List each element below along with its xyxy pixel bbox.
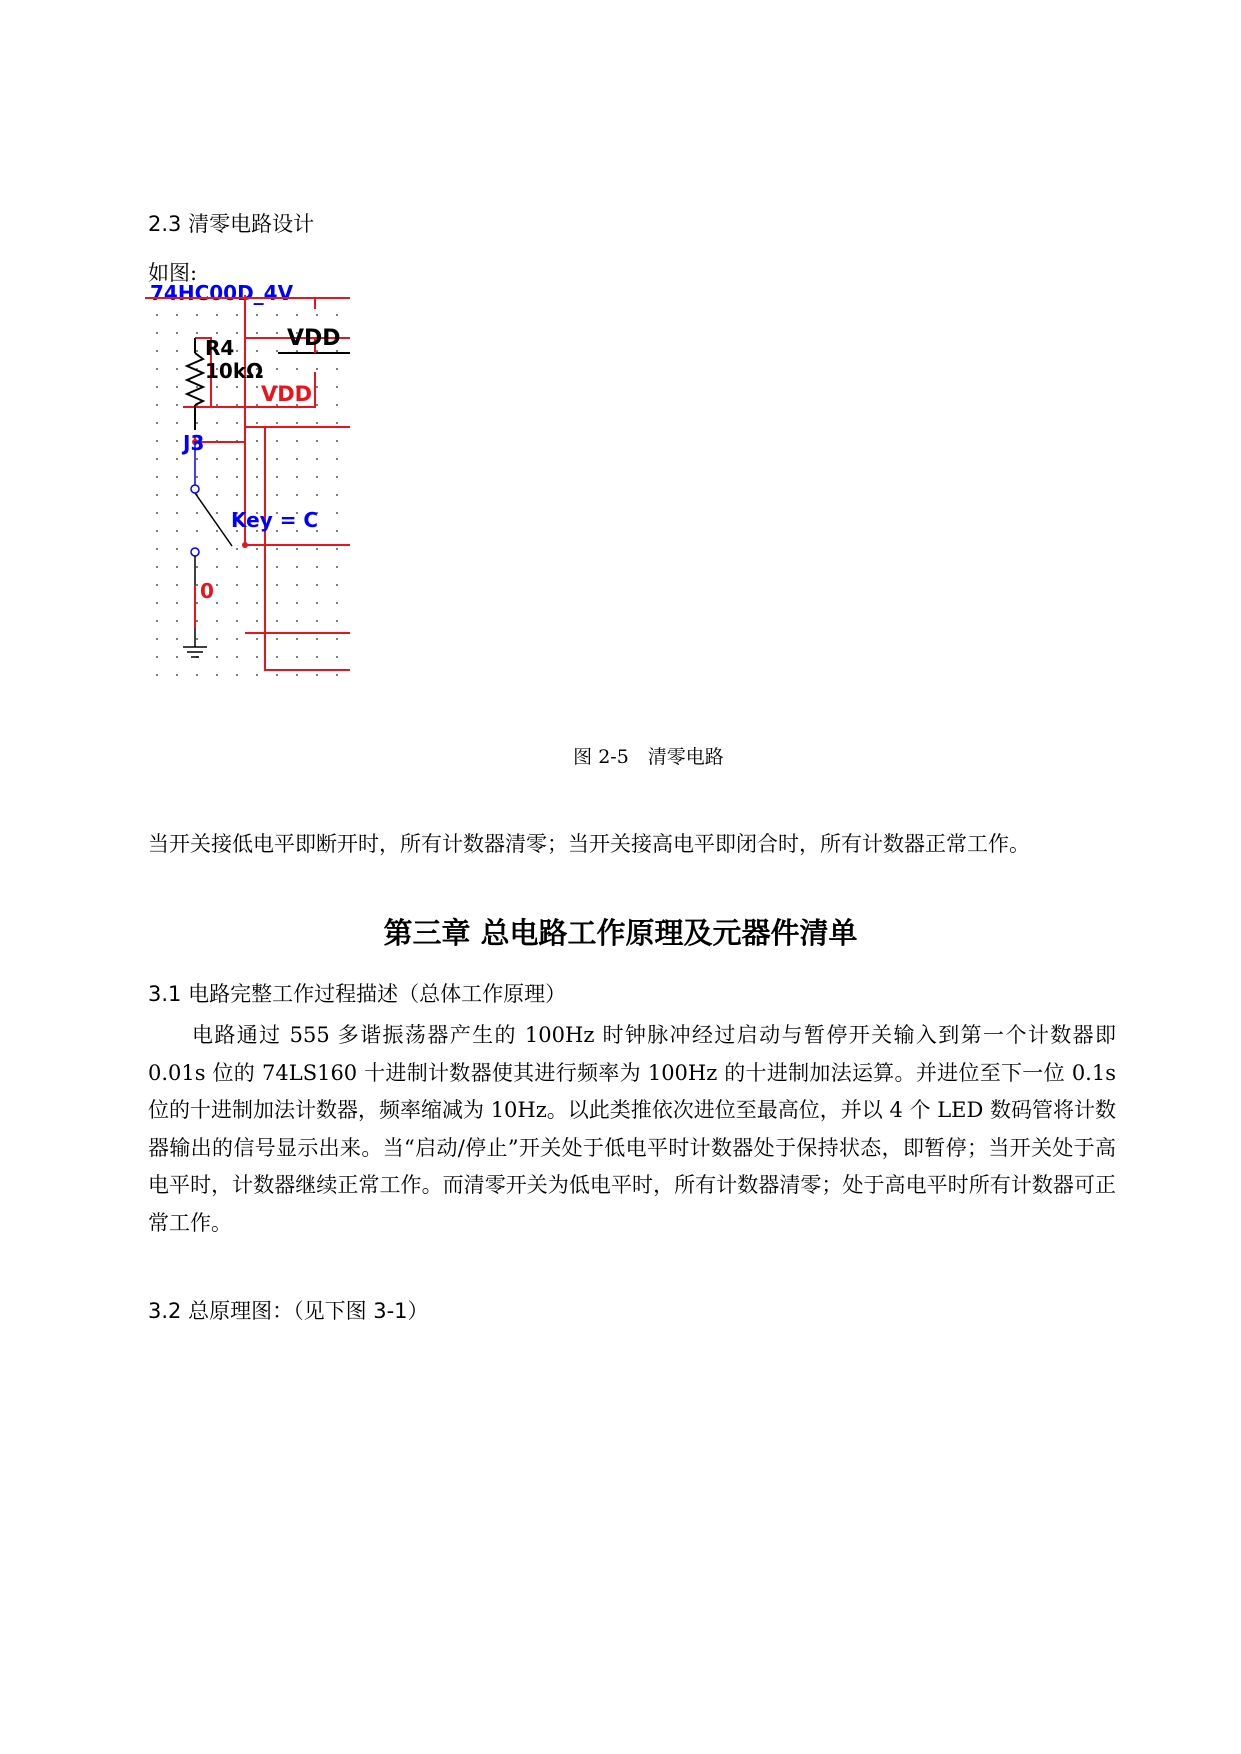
node-zero-label: 0	[200, 579, 214, 603]
section-3-1-paragraph: 电路通过 555 多谐振荡器产生的 100Hz 时钟脉冲经过启动与暂停开关输入到第一个计数器即 0.01s 位的 74LS160 十进制计数器使其进行频率为 100Hz 的十进制加法运算。并进位至下一位 0.1s 位的十进制加法计数器，频率缩减为 10Hz。以此类推依次进位至最高位，并以 4 个 LED 数码管将计数器输出的信号显示出来。当“启动/停止”开关处于低电平时计数器处于保持状态，即暂停；当开关处于高电平时，计数器继续正常工作。而清零开关为低电平时，所有计数器清零；处于高电平时所有计数器可正常工作。	[148, 1023, 1116, 1235]
wires	[145, 295, 350, 670]
vdd-inner-label: VDD	[261, 382, 313, 406]
resistor-ref-label: R4	[205, 336, 235, 360]
figure-2-5-schematic	[145, 281, 350, 678]
section-3-1-heading: 3.1 电路完整工作过程描述（总体工作原理）	[148, 982, 567, 1006]
chapter-3-title: 第三章 总电路工作原理及元器件清单	[383, 916, 858, 950]
top-cut-label: 74HC00D_4V	[150, 281, 294, 305]
switch-ref-label: J3	[183, 431, 205, 455]
figure-intro-text: 如图:	[148, 261, 198, 285]
section-3-2-heading: 3.2 总原理图：（见下图 3-1）	[148, 1299, 429, 1323]
junction-dot	[242, 542, 248, 548]
vdd-top-label: VDD	[287, 326, 341, 351]
resistor-value-label: 10kΩ	[205, 359, 264, 383]
section-2-3-heading: 2.3 清零电路设计	[148, 212, 315, 236]
figure-2-5-caption: 图 2-5 清零电路	[573, 746, 724, 768]
section-2-3-paragraph: 当开关接低电平即断开时，所有计数器清零；当开关接高电平即闭合时，所有计数器正常工作。	[148, 832, 1030, 856]
ground-symbol	[183, 628, 207, 657]
resistor-r4	[187, 338, 203, 430]
key-label: Key = C	[231, 508, 319, 532]
